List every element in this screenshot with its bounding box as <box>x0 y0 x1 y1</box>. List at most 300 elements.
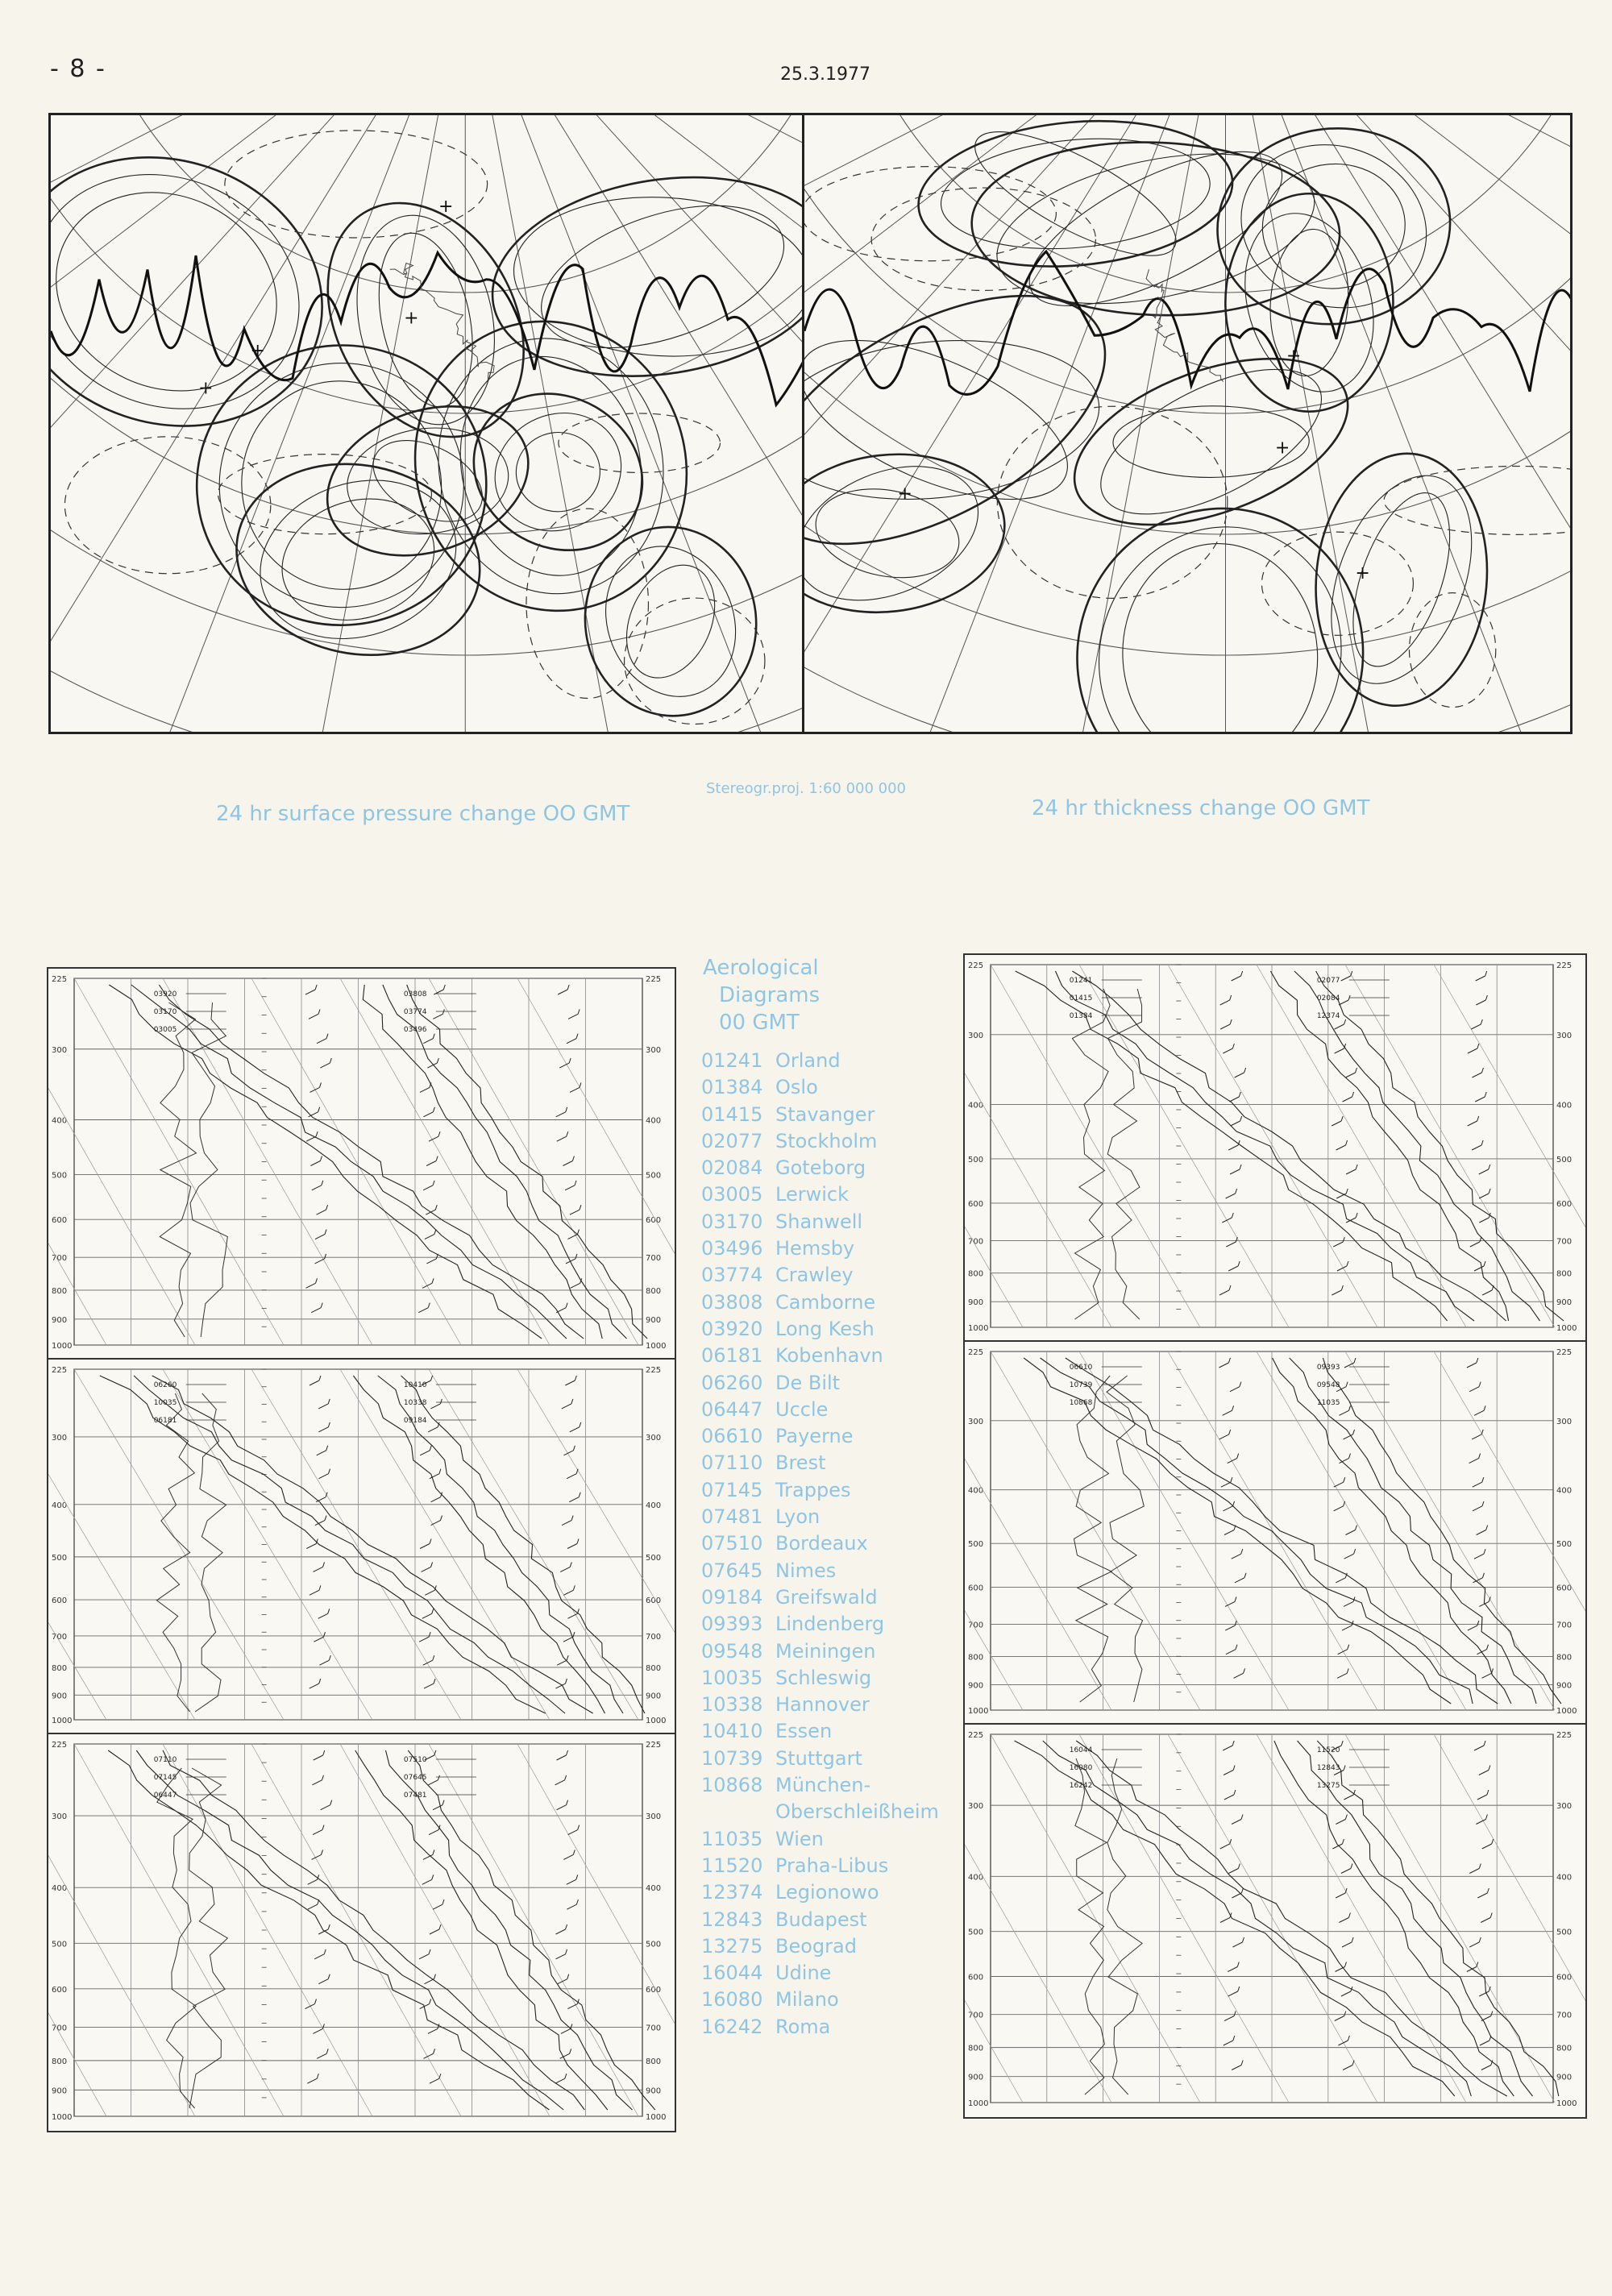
wind-barb <box>1235 1073 1244 1077</box>
wind-barb <box>1479 1382 1481 1387</box>
wind-barb <box>555 1780 565 1785</box>
wind-barb <box>1238 1987 1240 1991</box>
wind-barb <box>563 1161 572 1166</box>
wind-barb <box>570 1427 580 1432</box>
temperature-profile <box>1041 1358 1473 1704</box>
wind-barb <box>324 1949 326 1954</box>
station-name: Budapest <box>775 1908 867 1931</box>
station-entry <box>701 1558 959 1584</box>
station-code-label: 01415 <box>1069 994 1093 1003</box>
wind-barb <box>567 1750 568 1755</box>
wind-barb <box>432 1609 434 1613</box>
center-marker: + <box>250 340 265 361</box>
wind-barb <box>1221 1482 1231 1487</box>
wind-barb <box>1342 1839 1344 1844</box>
wind-barb <box>316 1131 318 1136</box>
wind-barb <box>565 1381 575 1385</box>
wind-barb <box>313 2028 322 2033</box>
pressure-label: 1000 <box>52 1342 73 1351</box>
wind-barb <box>569 1058 571 1063</box>
latitude-circle <box>51 115 804 413</box>
wind-barb <box>1481 2016 1491 2021</box>
dewpoint-profile <box>1107 1376 1144 1702</box>
temperature-profile <box>1273 1358 1511 1704</box>
wind-barb <box>1232 1044 1234 1048</box>
wind-barb <box>558 1979 567 1984</box>
dewpoint-profile <box>195 1393 226 1712</box>
isoline <box>573 516 768 726</box>
wind-barb <box>1469 1387 1479 1392</box>
wind-barb <box>1477 1044 1479 1048</box>
wind-barb <box>1344 1795 1353 1800</box>
wind-barb <box>326 2049 328 2053</box>
station-entry <box>701 1907 959 1933</box>
station-entry <box>701 2014 959 2041</box>
station-code: 06610 <box>701 1425 763 1448</box>
wind-barb <box>314 1999 316 2004</box>
wind-barb <box>317 2074 318 2078</box>
wind-barb <box>1339 1000 1348 1005</box>
station-code-label: 16044 <box>1069 1746 1093 1754</box>
wind-barb <box>418 1308 428 1313</box>
pressure-map-caption: 24 hr surface pressure change OO GMT <box>216 802 630 826</box>
wind-barb <box>1240 1382 1241 1387</box>
wind-barb <box>1220 1844 1230 1849</box>
wind-barb <box>566 1924 567 1929</box>
wind-barb <box>1236 1645 1237 1650</box>
dewpoint-profile <box>190 1003 227 1337</box>
wind-barb <box>1224 1506 1233 1511</box>
wind-barb <box>1481 1140 1483 1145</box>
wind-barb <box>1241 1549 1243 1554</box>
station-code: 16242 <box>701 2015 763 2038</box>
station-code-label: 07645 <box>403 1774 427 1782</box>
pressure-label: 300 <box>646 1812 662 1822</box>
wind-barb <box>1492 1668 1494 1673</box>
wind-barb <box>424 1684 434 1688</box>
wind-barb <box>423 1112 433 1117</box>
station-name: Lyon <box>775 1505 821 1529</box>
wind-barb <box>1467 1363 1477 1368</box>
station-entry <box>701 1316 959 1343</box>
wind-barb <box>419 1637 429 1642</box>
wind-barb <box>1220 1918 1230 1923</box>
wind-barb <box>1469 1942 1479 1947</box>
wind-barb <box>1228 1991 1238 1996</box>
wind-barb <box>1479 1194 1489 1198</box>
wind-barb <box>328 1399 330 1404</box>
station-name: Roma <box>775 2015 831 2038</box>
wind-barb <box>1476 1000 1485 1005</box>
wind-barb <box>328 1974 330 1979</box>
isoline <box>364 225 487 416</box>
surface-pressure-change-map <box>48 113 807 734</box>
center-marker: + <box>438 196 454 217</box>
wind-barb <box>1477 1621 1479 1625</box>
latitude-circle <box>839 115 1571 293</box>
meridian-line <box>804 115 1226 732</box>
aerological-diagram-5 <box>963 1340 1587 1726</box>
temperature-profile <box>378 1376 623 1713</box>
station-code-label: 10868 <box>1069 1399 1093 1407</box>
station-name: Long Kesh <box>775 1317 875 1340</box>
wind-barb <box>1343 2066 1352 2070</box>
wind-barb <box>567 1131 568 1136</box>
wind-barb <box>1482 1573 1484 1578</box>
station-code-label: 06260 <box>153 1381 177 1389</box>
wind-barb <box>1228 1145 1238 1150</box>
wind-barb <box>555 2078 565 2083</box>
station-name: Stockholm <box>775 1129 878 1152</box>
station-code: 01241 <box>701 1049 763 1072</box>
wind-barb <box>1241 1888 1243 1893</box>
wind-barb <box>1332 1290 1341 1295</box>
station-code: 02084 <box>701 1156 763 1180</box>
station-entry <box>701 1370 959 1397</box>
pressure-label: 300 <box>52 1045 68 1055</box>
pressure-label: 900 <box>968 1298 984 1308</box>
aerological-diagram-3 <box>47 1733 676 2132</box>
wind-barb <box>330 1058 331 1063</box>
wind-barb <box>1471 1024 1481 1029</box>
pressure-label: 225 <box>1556 1731 1573 1740</box>
wind-barb <box>434 1750 436 1755</box>
dewpoint-profile <box>1074 1376 1112 1702</box>
station-code: 10035 <box>701 1666 763 1689</box>
pressure-label: 800 <box>968 2044 984 2053</box>
wind-barb <box>568 1830 578 1835</box>
station-code-label: 11035 <box>1316 1399 1340 1407</box>
wind-barb <box>312 1780 322 1785</box>
wind-barb <box>317 1039 326 1044</box>
wind-barb <box>1474 1746 1484 1750</box>
station-entry <box>701 1209 959 1235</box>
wind-barb <box>315 1259 325 1264</box>
station-name: Nimes <box>775 1559 837 1582</box>
wind-barb <box>1351 1864 1352 1869</box>
pressure-label: 400 <box>968 1873 984 1883</box>
pressure-label: 225 <box>52 1366 68 1375</box>
wind-barb <box>1487 1888 1489 1893</box>
wind-barb <box>1335 1048 1344 1053</box>
wind-barb <box>1346 1073 1356 1077</box>
pressure-label: 225 <box>646 1366 662 1375</box>
wind-barb <box>1232 1405 1234 1410</box>
wind-barb <box>556 1929 566 1934</box>
station-code: 12374 <box>701 1881 763 1904</box>
wind-barb <box>570 1210 580 1214</box>
wind-barb <box>577 1539 579 1544</box>
wind-barb <box>573 1585 575 1590</box>
pressure-label: 800 <box>646 1286 662 1296</box>
aerological-diagram-2 <box>47 1358 676 1736</box>
wind-barb <box>565 1185 575 1190</box>
pressure-label: 900 <box>52 1692 68 1701</box>
station-code: 03808 <box>701 1290 763 1314</box>
station-code: 11035 <box>701 1827 763 1850</box>
wind-barb <box>426 1161 436 1166</box>
wind-barb <box>1345 1815 1347 1820</box>
pressure-label: 300 <box>968 1031 984 1040</box>
wind-barb <box>573 1446 575 1451</box>
wind-barb <box>310 1590 319 1595</box>
pressure-label: 800 <box>52 2057 68 2066</box>
wind-barb <box>1348 1645 1349 1650</box>
pressure-label: 300 <box>52 1433 68 1443</box>
wind-barb <box>315 1235 325 1239</box>
station-code-label: 16242 <box>1069 1782 1093 1790</box>
wind-barb <box>1345 1530 1355 1535</box>
isoline <box>1306 446 1497 712</box>
wind-barb <box>561 2028 571 2033</box>
wind-barb <box>1225 1625 1235 1630</box>
wind-barb <box>1468 1121 1477 1126</box>
wind-barb <box>1230 1169 1240 1174</box>
wind-barb <box>1232 1741 1234 1746</box>
pressure-label: 400 <box>1556 1873 1573 1883</box>
station-name: Meiningen <box>775 1639 876 1663</box>
station-name: Oslo <box>775 1076 818 1099</box>
thickness-map-drawing <box>804 115 1570 732</box>
wind-barb <box>318 1979 328 1984</box>
station-name: Greifswald <box>775 1585 878 1609</box>
wind-barb <box>570 1562 571 1567</box>
station-code-label: 07510 <box>403 1756 427 1764</box>
diagram-6-chart <box>965 1725 1585 2117</box>
wind-barb <box>1477 1893 1487 1898</box>
pressure-label: 800 <box>968 1653 984 1663</box>
wind-barb <box>1219 1434 1229 1439</box>
wind-barb <box>433 1904 442 1909</box>
station-entry <box>701 1718 959 1745</box>
wind-barb <box>429 1830 438 1835</box>
wind-barb <box>1482 1501 1484 1506</box>
wind-barb <box>313 1830 322 1835</box>
station-code-label: 10035 <box>153 1399 177 1407</box>
wind-barb <box>314 1637 323 1642</box>
wind-barb <box>1354 1549 1356 1554</box>
station-entry <box>701 1530 959 1557</box>
wind-barb <box>577 1230 579 1235</box>
wind-barb <box>1489 1165 1490 1169</box>
wind-barb <box>321 1805 330 1810</box>
pressure-label: 800 <box>52 1286 68 1296</box>
wind-barb <box>1477 1795 1487 1800</box>
wind-barb <box>305 2004 314 2009</box>
wind-barb <box>1356 1165 1357 1169</box>
wind-barb <box>439 1469 441 1474</box>
wind-barb <box>1224 2041 1233 2045</box>
wind-barb <box>428 2028 438 2033</box>
wind-barb <box>567 1904 576 1909</box>
pressure-label: 300 <box>1556 1417 1573 1426</box>
wind-barb <box>326 1205 328 1210</box>
pressure-label: 600 <box>646 1596 662 1606</box>
wind-barb <box>1353 1430 1355 1434</box>
pressure-label: 900 <box>52 2086 68 2096</box>
wind-barb <box>1477 1650 1486 1655</box>
station-code: 10868 <box>701 1774 763 1797</box>
wind-barb <box>1237 1962 1239 1967</box>
pressure-label: 900 <box>52 1315 68 1325</box>
wind-barb <box>568 1014 578 1019</box>
isoline <box>475 392 642 553</box>
page-date: 25.3.1977 <box>780 64 870 85</box>
wind-barb <box>308 1904 318 1909</box>
wind-barb <box>567 1544 577 1549</box>
wind-barb <box>571 1516 573 1521</box>
wind-barb <box>571 2024 572 2028</box>
pressure-label: 500 <box>646 1553 662 1563</box>
pressure-label: 900 <box>1556 2073 1573 2082</box>
wind-barb <box>443 985 445 990</box>
station-code-label: 10410 <box>403 1381 427 1389</box>
wind-barb <box>1481 2066 1491 2070</box>
pressure-label: 500 <box>52 1553 68 1563</box>
station-name: Lindenberg <box>775 1613 885 1636</box>
wind-barb <box>1356 1213 1357 1218</box>
legend-title-1: Aerological <box>703 956 819 980</box>
station-code-label: 09184 <box>403 1417 427 1425</box>
wind-barb <box>1220 1024 1230 1029</box>
wind-barb <box>435 1205 437 1210</box>
diagram-4-chart <box>965 955 1585 1342</box>
wind-barb <box>1346 1169 1356 1174</box>
wind-barb <box>1489 1189 1490 1194</box>
pressure-label: 225 <box>52 1741 68 1750</box>
pressure-label: 800 <box>1556 1653 1573 1663</box>
station-name: Camborne <box>775 1290 876 1314</box>
wind-barb <box>1230 1387 1240 1392</box>
station-entry <box>701 1692 959 1718</box>
wind-barb <box>1236 1189 1237 1194</box>
wind-barb <box>434 2049 435 2053</box>
wind-barb <box>420 1451 430 1455</box>
pressure-label: 900 <box>968 2073 984 2082</box>
station-entry <box>701 1826 959 1853</box>
isoline <box>1257 158 1410 294</box>
wind-barb <box>328 1924 330 1929</box>
wind-barb <box>307 2078 317 2083</box>
temperature-profile <box>1076 1741 1507 2096</box>
wind-barb <box>1226 1194 1236 1198</box>
isoline <box>512 428 604 516</box>
wind-barb <box>428 1780 438 1785</box>
projection-note: Stereogr.proj. 1:60 000 000 <box>706 780 907 797</box>
wind-barb <box>319 1660 329 1665</box>
wind-barb <box>567 1655 568 1660</box>
wind-barb <box>1228 1358 1230 1363</box>
temperature-profile <box>131 985 567 1339</box>
pressure-label: 800 <box>1556 1269 1573 1279</box>
wind-barb <box>1244 1573 1246 1578</box>
wind-barb <box>319 1082 321 1087</box>
wind-barb <box>1238 1261 1240 1266</box>
wind-barb <box>1335 1967 1344 1972</box>
wind-barb <box>425 1590 434 1595</box>
pressure-label: 500 <box>52 1171 68 1181</box>
station-code-label: 16080 <box>1069 1764 1093 1772</box>
wind-barb <box>565 2074 567 2078</box>
pressure-label: 1000 <box>646 1717 667 1725</box>
wind-barb <box>317 2053 326 2058</box>
wind-barb <box>1232 2066 1241 2070</box>
wind-barb <box>1336 1194 1346 1198</box>
wind-barb <box>1482 1477 1484 1482</box>
wind-barb <box>566 1107 567 1112</box>
station-name: Milano <box>775 1988 839 2012</box>
wind-barb <box>1481 1918 1490 1923</box>
pressure-label: 225 <box>968 961 984 970</box>
pressure-label: 1000 <box>1556 2099 1577 2108</box>
wind-barb <box>571 1399 573 1404</box>
wind-barb <box>310 1381 319 1385</box>
station-name: Hannover <box>775 1693 870 1717</box>
station-entry <box>701 1423 959 1450</box>
wind-barb <box>1236 1237 1237 1242</box>
wind-barb <box>325 1230 326 1235</box>
wind-barb <box>322 1775 323 1780</box>
meridian-line <box>804 115 1226 732</box>
wind-barb <box>1352 1937 1353 1942</box>
pressure-label: 500 <box>646 1171 662 1181</box>
wind-barb <box>319 1679 321 1684</box>
wind-barb <box>1334 1482 1344 1487</box>
wind-barb <box>321 1303 322 1308</box>
aerological-diagram-1 <box>47 967 676 1361</box>
wind-barb <box>432 1875 434 1879</box>
station-name: Payerne <box>775 1425 854 1448</box>
pressure-label: 225 <box>646 1741 662 1750</box>
wind-barb <box>325 1516 326 1521</box>
wind-barb <box>318 1404 328 1409</box>
wind-barb <box>1477 1116 1479 1121</box>
wind-barb <box>1237 1454 1239 1459</box>
wind-barb <box>323 1562 325 1567</box>
wind-barb <box>1226 1242 1236 1247</box>
thickness-change-map <box>802 113 1573 734</box>
wind-barb <box>1474 1410 1484 1415</box>
wind-barb <box>1334 1506 1344 1511</box>
station-code-label: 01384 <box>1069 1012 1093 1020</box>
pressure-label: 600 <box>52 1216 68 1226</box>
wind-barb <box>422 1879 432 1884</box>
wind-barb <box>570 2049 571 2053</box>
pressure-label: 225 <box>968 1348 984 1357</box>
wind-barb <box>1472 1145 1481 1150</box>
pressure-label: 500 <box>52 1940 68 1949</box>
wind-barb <box>1240 1165 1241 1169</box>
wind-barb <box>306 1283 316 1288</box>
wind-barb <box>320 1063 330 1068</box>
wind-barb <box>1481 1068 1483 1073</box>
wind-barb <box>434 1230 436 1235</box>
wind-barb <box>563 1590 573 1595</box>
pressure-label: 400 <box>646 1501 662 1510</box>
wind-barb <box>1469 1459 1479 1464</box>
wind-barb <box>329 1655 330 1660</box>
temperature-profile <box>1274 1741 1514 2096</box>
isoline <box>445 363 671 580</box>
station-code-label: 09393 <box>1316 1364 1340 1372</box>
wind-barb <box>1235 1578 1244 1583</box>
pressure-label: 500 <box>968 1928 984 1937</box>
wind-barb <box>1230 1019 1232 1024</box>
wind-barb <box>419 1954 429 1959</box>
wind-barb <box>1231 1121 1240 1126</box>
pressure-label: 700 <box>646 2024 662 2033</box>
dewpoint-profile <box>153 1393 194 1712</box>
